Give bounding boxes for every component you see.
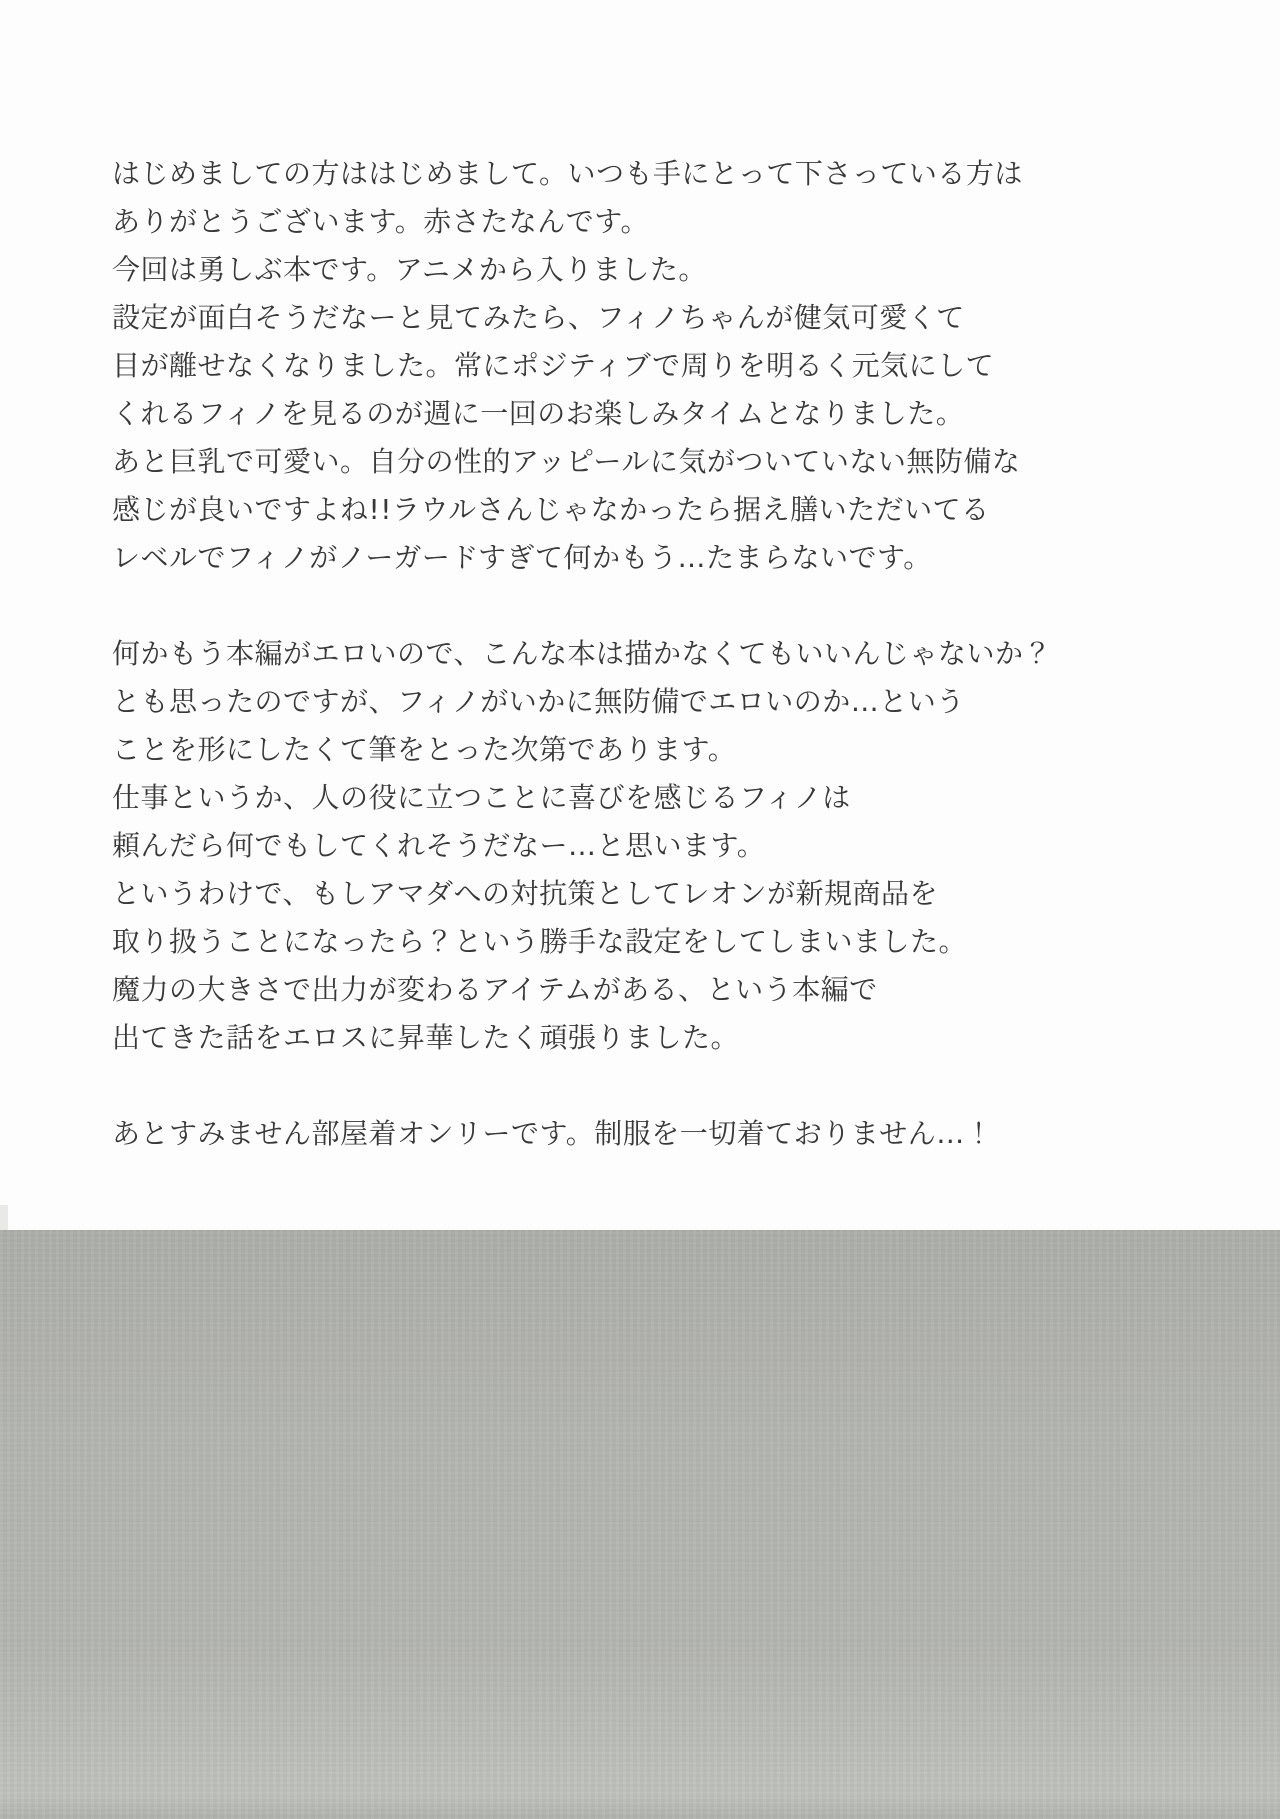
afterword-line: あとすみません部屋着オンリーです。制服を一切着ておりません…！	[112, 1117, 994, 1150]
afterword-line: 今回は勇しぶ本です。アニメから入りました。	[112, 253, 707, 286]
afterword-line: 設定が面白そうだなーと見てみたら、フィノちゃんが健気可愛くて	[112, 301, 965, 334]
afterword-line: 魔力の大きさで出力が変わるアイテムがある、という本編で	[112, 973, 878, 1006]
afterword-line: はじめましての方ははじめまして。いつも手にとって下さっている方は	[112, 157, 1023, 190]
afterword-line: とも思ったのですが、フィノがいかに無防備でエロいのか…という	[112, 685, 965, 718]
afterword-paragraph-2	[112, 630, 1052, 1062]
afterword-line: 出てきた話をエロスに昇華したく頑張りました。	[112, 1021, 740, 1054]
scanned-gray-paper-area	[0, 1230, 1280, 1819]
afterword-paragraph-1	[112, 150, 1052, 582]
afterword-line: 何かもう本編がエロいので、こんな本は描かなくてもいいんじゃないか？	[112, 637, 1052, 670]
afterword-paragraph-3	[112, 1110, 1052, 1158]
scan-edge-artifact	[0, 1205, 8, 1231]
afterword-line: ありがとうございます。赤さたなんです。	[112, 205, 650, 238]
afterword-line: くれるフィノを見るのが週に一回のお楽しみタイムとなりました。	[112, 397, 965, 430]
afterword-line: 取り扱うことになったら？という勝手な設定をしてしまいました。	[112, 925, 968, 958]
afterword-line: 目が離せなくなりました。常にポジティブで周りを明るく元気にして	[112, 349, 995, 382]
afterword-line: 感じが良いですよね!!ラウルさんじゃなかったら据え膳いただいてる	[112, 493, 990, 526]
afterword-line: あと巨乳で可愛い。自分の性的アッピールに気がついていない無防備な	[112, 445, 1021, 478]
afterword-line: 仕事というか、人の役に立つことに喜びを感じるフィノは	[112, 781, 851, 814]
afterword-line: 頼んだら何でもしてくれそうだなー…と思います。	[112, 829, 766, 862]
afterword-line: というわけで、もしアマダへの対抗策としてレオンが新規商品を	[112, 877, 938, 910]
afterword-line: レベルでフィノがノーガードすぎて何かもう…たまらないです。	[112, 541, 932, 574]
afterword-text	[112, 150, 1052, 1158]
afterword-line: ことを形にしたくて筆をとった次第であります。	[112, 733, 737, 766]
